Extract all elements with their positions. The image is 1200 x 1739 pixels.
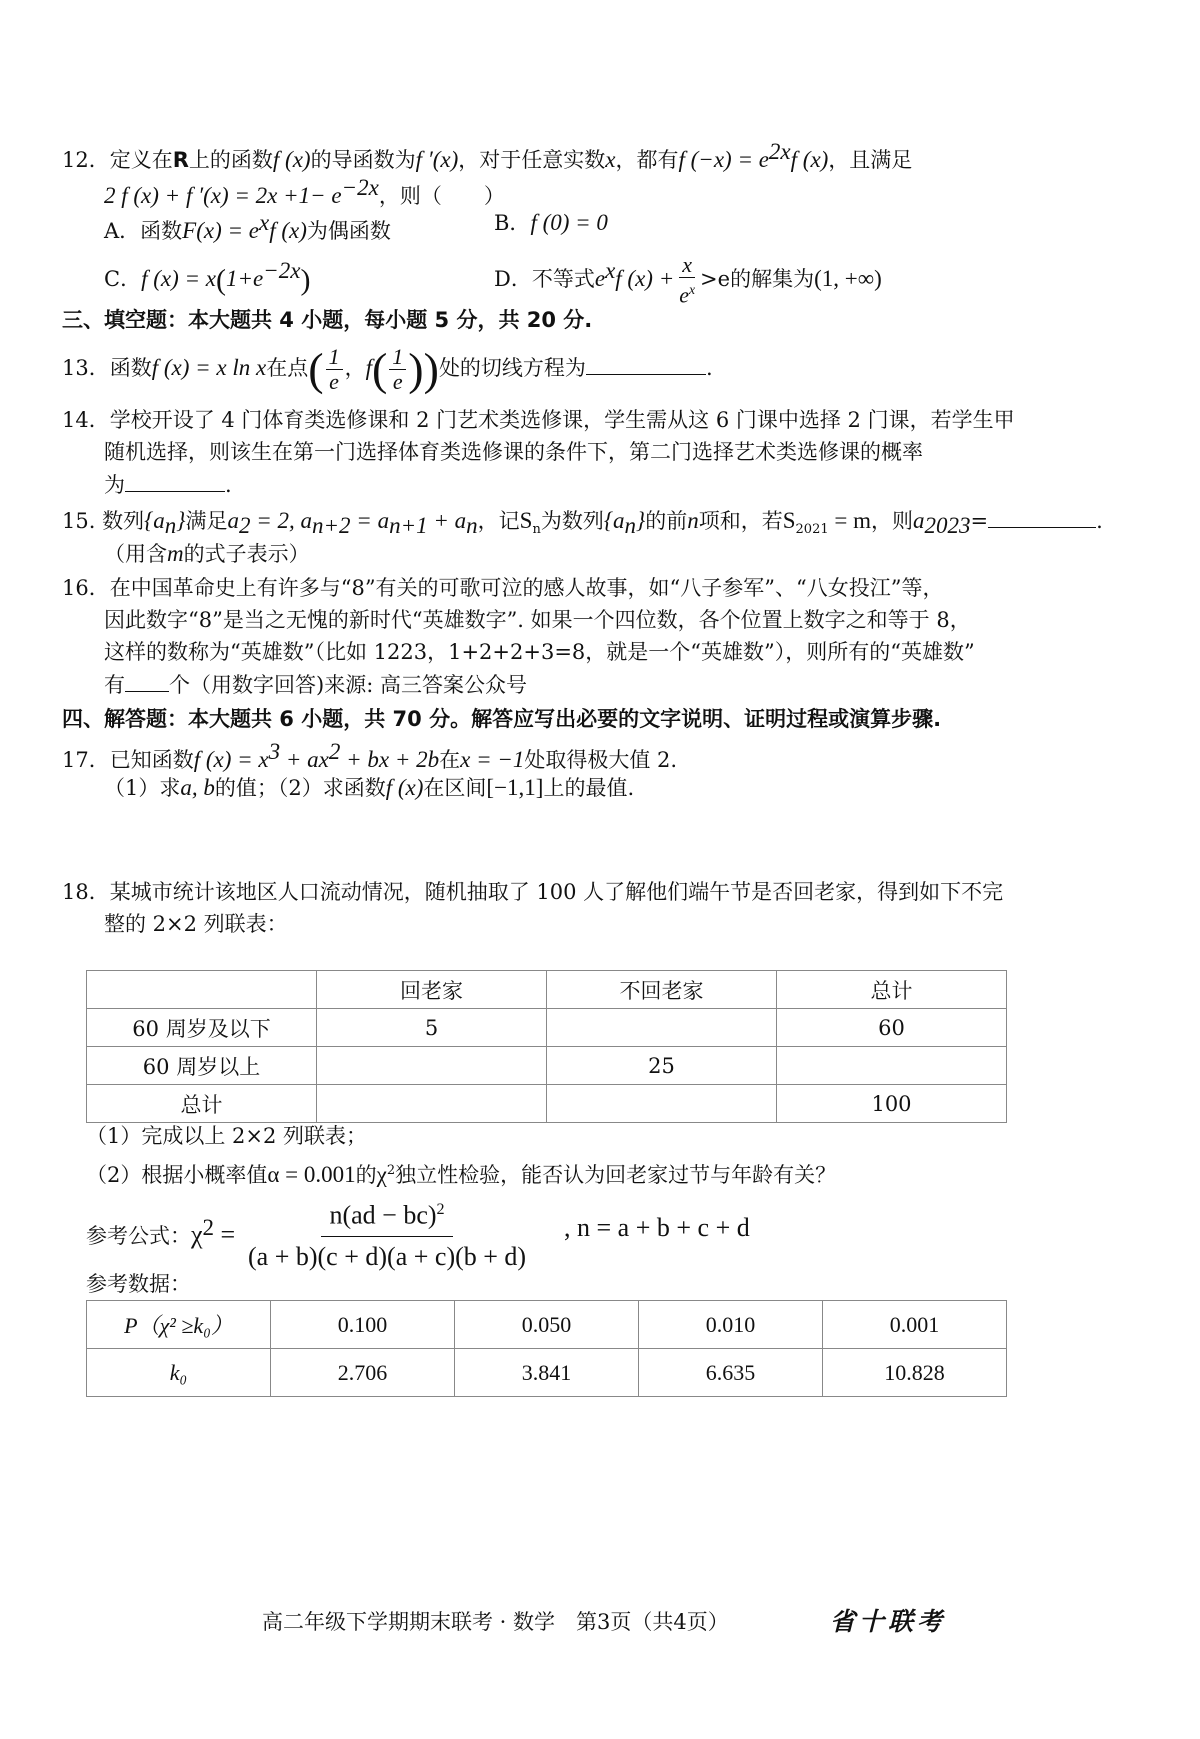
table-cell: 3.841 bbox=[455, 1349, 639, 1397]
q18-line2: 整的 2×2 列联表： bbox=[104, 912, 288, 936]
q12-option-a: A．函数$F(x) = e^xf$ (x)为偶函数 bbox=[104, 210, 391, 243]
q16-line2: 因此数字“8”是当之无愧的新时代“英雄数字”. 如果一个四位数，各个位置上数字之和等于 8， bbox=[104, 608, 971, 632]
table-row bbox=[87, 1301, 1007, 1349]
q14-line1: 14．学校开设了 4 门体育类选修课和 2 门艺术类选修课，学生需从这 6 门课中选择 2 门课，若学生甲 bbox=[62, 408, 1015, 432]
table-cell: 0.050 bbox=[455, 1301, 639, 1349]
q16-answer-blank[interactable] bbox=[125, 668, 169, 692]
q16-line4: 有 个（用数字回答)来源: 高三答案公众号 bbox=[104, 668, 527, 701]
q12-d-fraction: $\frac{x}{e^x}$ bbox=[679, 252, 696, 308]
q18-line1: 18．某城市统计该地区人口流动情况，随机抽取了 100 人了解他们端午节是否回老家，得到如下不完 bbox=[62, 880, 1004, 904]
q13-answer-blank[interactable] bbox=[586, 351, 706, 375]
q18-part2: （2）根据小概率值α = 0.001的$\chi^2$独立性检验，能否认为回老家过节与年龄有关？ bbox=[86, 1162, 837, 1187]
formula-tail: , n = a + b + c + d bbox=[564, 1213, 750, 1242]
table-cell: P（χ² ≥k₀） bbox=[87, 1301, 271, 1349]
reference-formula-label: 参考公式：$\chi^2$ = bbox=[86, 1215, 236, 1249]
table-cell: 5 bbox=[317, 1009, 547, 1047]
table-cell: 25 bbox=[547, 1047, 777, 1085]
reference-data-label: 参考数据： bbox=[86, 1272, 191, 1296]
table-header-cell bbox=[87, 971, 317, 1009]
table-cell: 0.100 bbox=[271, 1301, 455, 1349]
q16-line3: 这样的数称为“英雄数”（比如 1223，1+2+2+3=8，就是一个“英雄数”），则所有的“英雄数” bbox=[104, 640, 975, 664]
table-header-cell: 不回老家 bbox=[547, 971, 777, 1009]
q12-line1: 12．定义在R上的函数f (x)的导函数为f ′(x)，对于任意实数x，都有f $(-x) = e^{2x}f$ (x)，且满足 bbox=[62, 139, 913, 172]
table-header-cell: 总计 bbox=[777, 971, 1007, 1009]
table-header-row bbox=[87, 971, 1007, 1009]
table-cell: 60 周岁以上 bbox=[87, 1047, 317, 1085]
table-cell: 6.635 bbox=[639, 1349, 823, 1397]
reference-data-table bbox=[86, 1300, 1007, 1397]
table-row bbox=[87, 1085, 1007, 1123]
contingency-table bbox=[86, 970, 1007, 1123]
q14-line3: 为 . bbox=[104, 468, 232, 501]
q12-option-b: B．f (0) = 0 bbox=[494, 210, 608, 235]
q13-fraction-1: $\frac{1}{e}$ bbox=[326, 345, 343, 394]
q13-fraction-2: $\frac{1}{e}$ bbox=[389, 345, 406, 394]
table-cell: 0.001 bbox=[823, 1301, 1007, 1349]
table-cell bbox=[547, 1009, 777, 1047]
table-cell bbox=[777, 1047, 1007, 1085]
q12-option-c: C．f $(x) = x(1+e^{-2x})$ bbox=[104, 258, 311, 297]
q13-line: 13．函数f (x) = x ln x在点( $\frac{1}{e}$ ，f( $\frac{1}{e}$ ))处的切线方程为 . bbox=[62, 343, 713, 395]
q15-line2: （用含m的式子表示） bbox=[104, 541, 310, 566]
table-cell: 2.706 bbox=[271, 1349, 455, 1397]
q17-line1: 17．已知函数f $(x) = x^3 + ax^2$ + bx + 2b在x = −1处取得极大值 2. bbox=[62, 739, 678, 772]
q15-line1: 15. 数列$\{a_n\}$满足$a_2 = 2$, $a_{n+2} = a_{n+1} + a_n$，记$S_n$为数列$\{a_n\}$的前n项和，若$S_{2021} = m$，则$a_{2023}=$ . bbox=[62, 504, 1103, 546]
chi-square-formula-fraction: $\frac{n(ad - bc)^2}{(a + b)(c + d)(a + c)(b + d)}$ bbox=[248, 1190, 526, 1277]
table-cell: 10.828 bbox=[823, 1349, 1007, 1397]
table-cell: 0.010 bbox=[639, 1301, 823, 1349]
section-3-heading: 三、填空题：本大题共 4 小题，每小题 5 分，共 20 分. bbox=[62, 308, 593, 332]
table-row bbox=[87, 1009, 1007, 1047]
q12-line2: 2 f (x) + f $'(x) = 2x +1- e^{-2x}$，则（ ） bbox=[104, 175, 505, 208]
q15-answer-blank[interactable] bbox=[988, 504, 1096, 528]
q14-line2: 随机选择，则该生在第一门选择体育类选修课的条件下，第二门选择艺术类选修课的概率 bbox=[104, 440, 923, 464]
q18-part1: （1）完成以上 2×2 列联表； bbox=[86, 1124, 368, 1148]
table-cell bbox=[547, 1085, 777, 1123]
table-cell: 60 bbox=[777, 1009, 1007, 1047]
q14-answer-blank[interactable] bbox=[125, 468, 225, 492]
section-4-heading: 四、解答题：本大题共 6 小题，共 70 分。解答应写出必要的文字说明、证明过程或演算步骤. bbox=[62, 707, 942, 731]
table-cell bbox=[317, 1047, 547, 1085]
table-header-cell: 回老家 bbox=[317, 971, 547, 1009]
table-cell: 100 bbox=[777, 1085, 1007, 1123]
table-row bbox=[87, 1349, 1007, 1397]
q12-option-d: D．不等式$e^xf$ (x) + $\frac{x}{e^x}$ >e的解集为(1, +∞) bbox=[494, 252, 882, 308]
table-row bbox=[87, 1047, 1007, 1085]
q17-line2: （1）求a, b的值；（2）求函数f (x)在区间[−1,1]上的最值. bbox=[104, 775, 635, 800]
page-footer: 高二年级下学期期末联考 · 数学 第3页（共4页） bbox=[262, 1610, 729, 1634]
table-cell: 总计 bbox=[87, 1085, 317, 1123]
table-cell: 60 周岁及以下 bbox=[87, 1009, 317, 1047]
table-cell bbox=[317, 1085, 547, 1123]
q16-line1: 16．在中国革命史上有许多与“8”有关的可歌可泣的感人故事，如“八子参军”、“八女投江”等， bbox=[62, 576, 944, 600]
table-cell: k₀ bbox=[87, 1349, 271, 1397]
exam-brand-stamp: 省十联考 bbox=[830, 1607, 947, 1636]
